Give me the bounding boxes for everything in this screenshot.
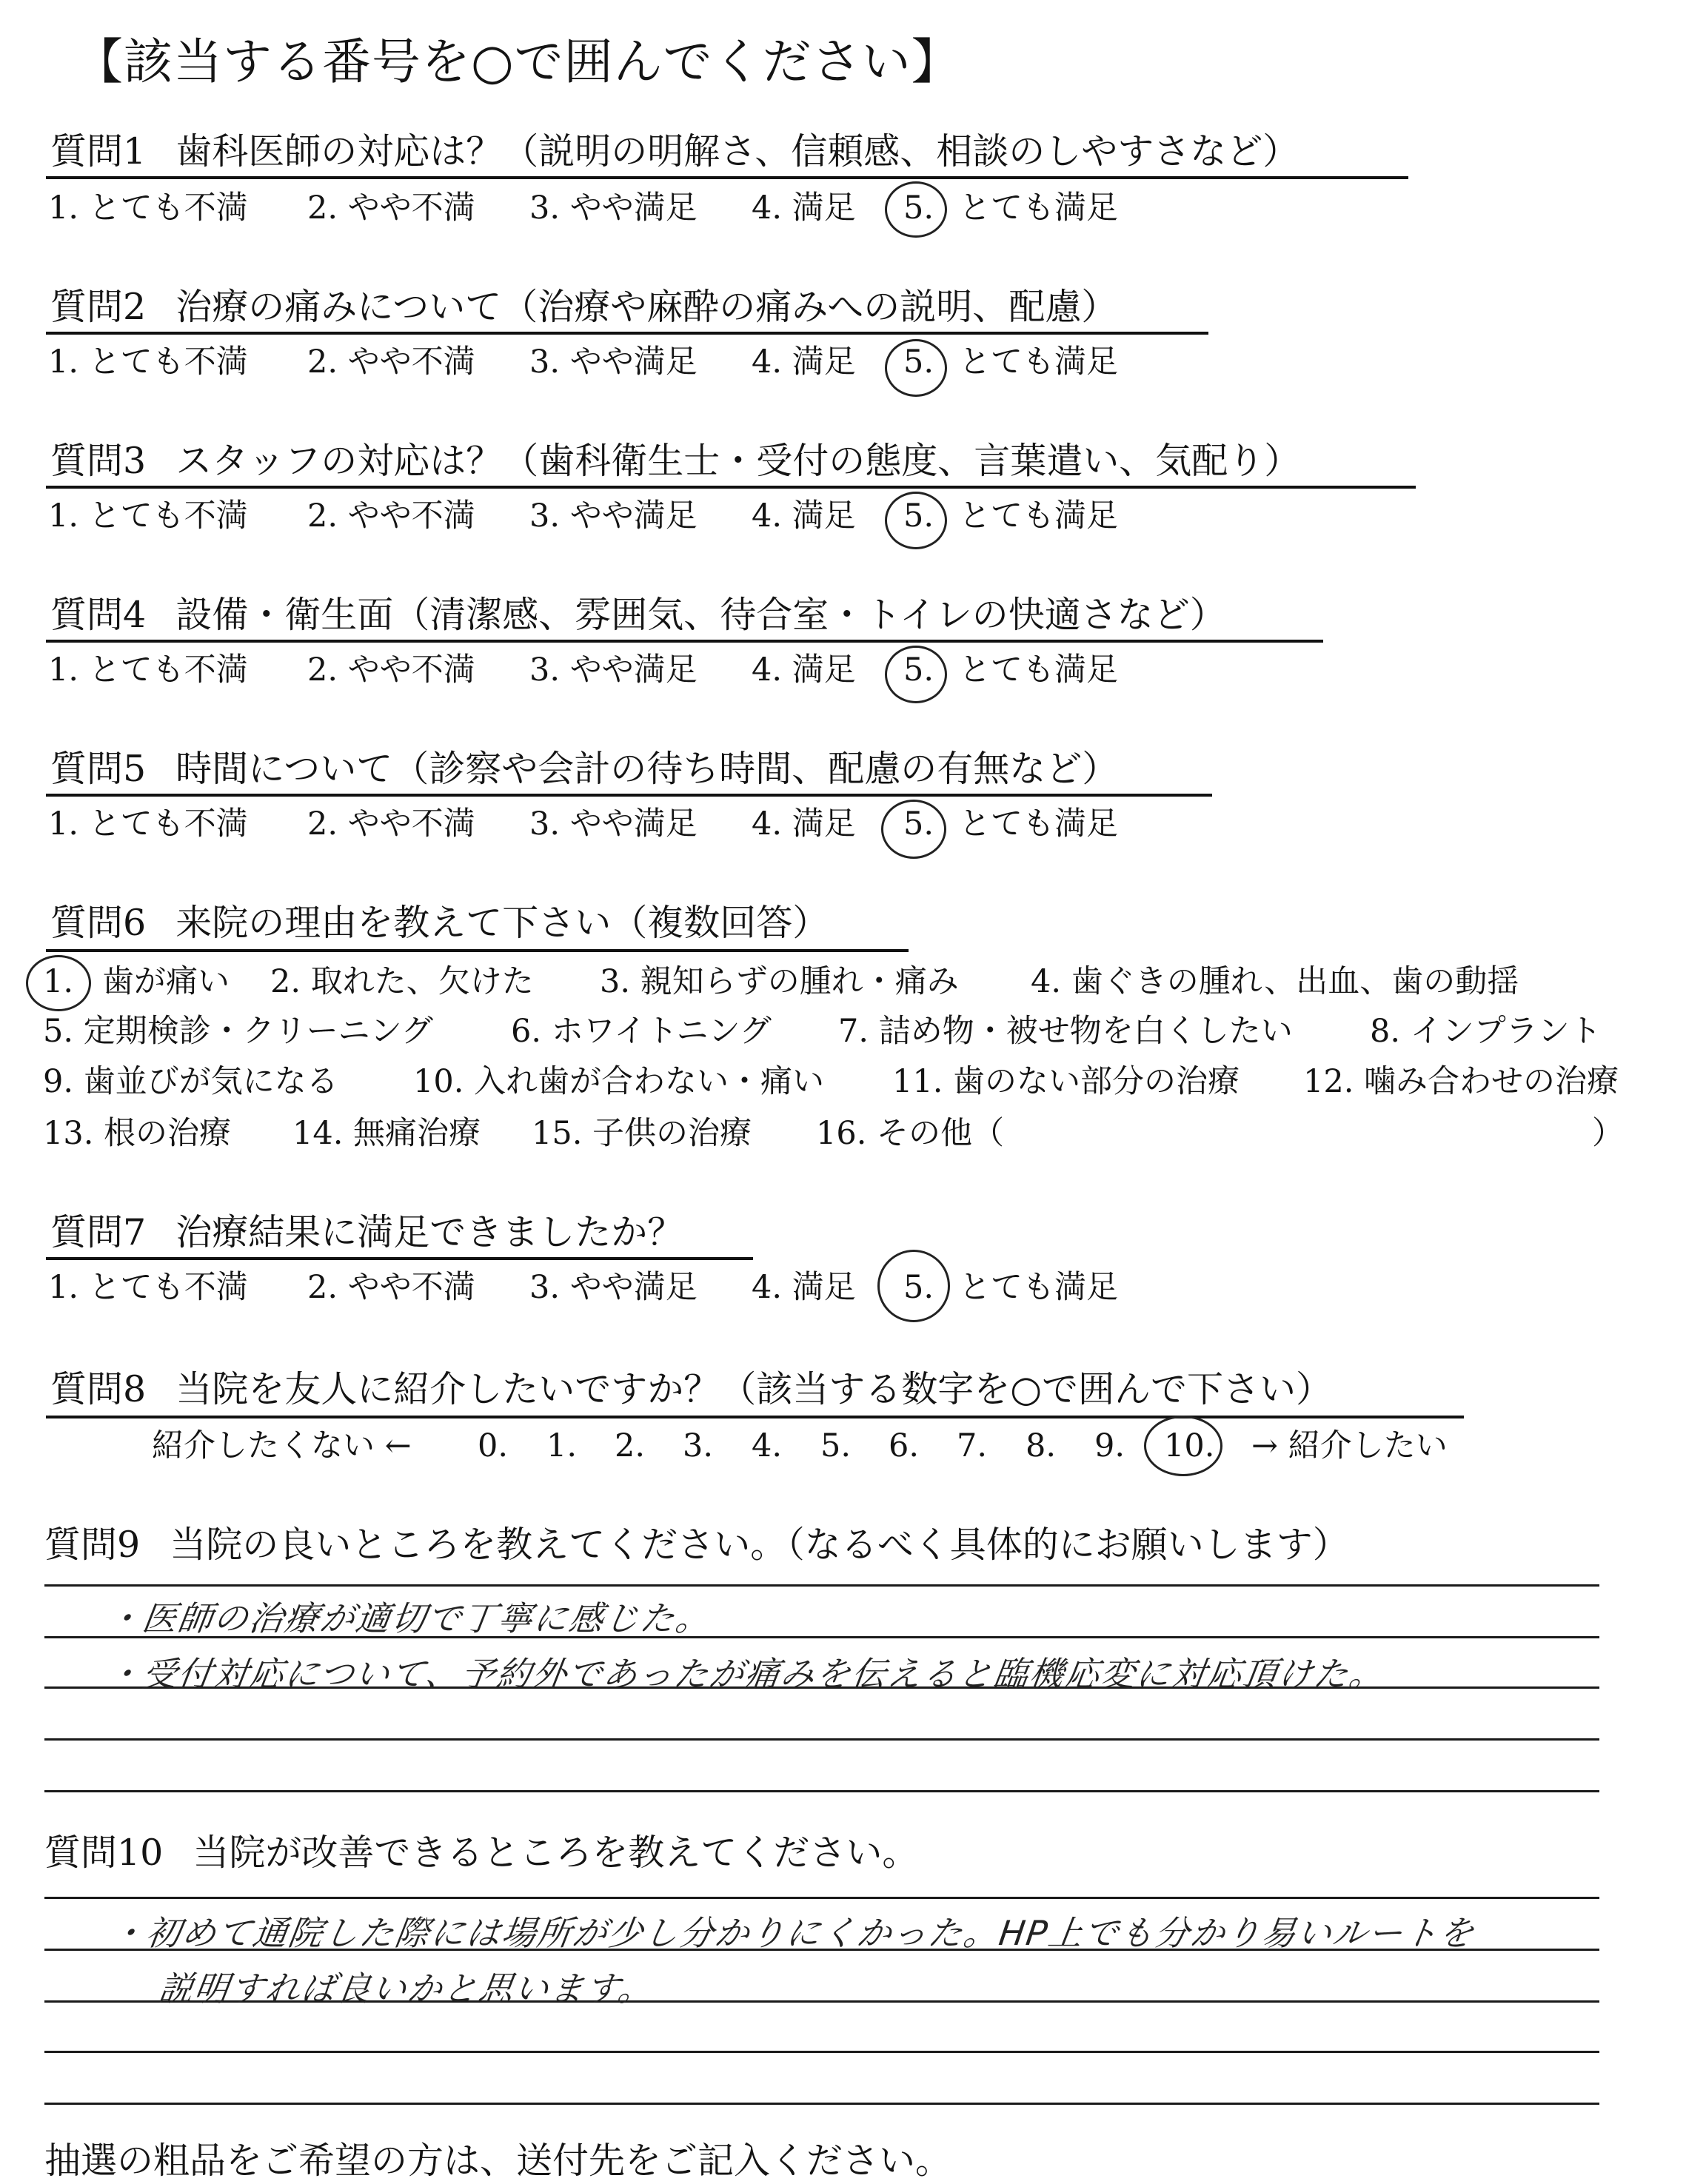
q1-label: 質問1 [50,130,147,172]
q2-label: 質問2 [50,286,147,328]
q6-opt-7[interactable]: 7. 詰め物・被せ物を白くしたい [838,1013,1293,1050]
q6-text: 来院の理由を教えて下さい（複数回答） [175,902,829,944]
q3-opt-5[interactable]: 5. [903,498,934,535]
q10-answer-2[interactable]: 説明すれば良いかと思います。 [155,1969,657,2009]
q6-opt-4[interactable]: 4. 歯ぐきの腫れ、出血、歯の動揺 [1031,963,1519,1000]
q6-opt-12[interactable]: 12. 噛み合わせの治療 [1303,1063,1619,1100]
q8-selection-circle [1144,1416,1222,1476]
q10-answer-line-1 [44,1897,1599,1899]
q8-label: 質問8 [50,1368,147,1410]
q6-opt-10[interactable]: 10. 入れ歯が合わない・痛い [413,1063,825,1100]
q3-options [0,500,1706,545]
q3-text: スタッフの対応は？（歯科衛生士・受付の態度、言葉遣い、気配り） [175,440,1301,482]
q5-label: 質問5 [50,748,147,790]
q10-answer-line-4 [44,2051,1599,2053]
q9-answer-line-1 [44,1584,1599,1587]
q3-heading [50,440,1301,482]
q2-opt-2[interactable]: 2. やや不満 [307,344,475,381]
q8-num-7[interactable]: 7. [957,1427,988,1464]
q1-opt-2[interactable]: 2. やや不満 [307,190,475,227]
q2-text: 治療の痛みについて（治療や麻酔の痛みへの説明、配慮） [175,286,1118,328]
q9-text: 当院の良いところを教えてください。（なるべく具体的にお願いします） [170,1524,1349,1566]
q8-num-10[interactable]: 10. [1164,1427,1215,1464]
q7-selection-circle [877,1250,950,1322]
q7-opt-2[interactable]: 2. やや不満 [307,1269,475,1306]
q3-label: 質問3 [50,440,147,482]
q6-opt-16[interactable]: 16. その他（ [816,1115,1005,1152]
q8-num-1[interactable]: 1. [546,1427,578,1464]
q2-opt-1[interactable]: 1. とても不満 [48,344,248,381]
q6-opt-13[interactable]: 13. 根の治療 [43,1115,232,1152]
q6-label: 質問6 [50,902,147,944]
q1-opt-5[interactable]: 5. [903,190,934,227]
q2-options [0,346,1706,391]
q4-opt-2[interactable]: 2. やや不満 [307,651,475,689]
q4-selection-circle [885,646,947,703]
q6-opt-1[interactable]: 1. [43,963,74,1000]
q7-underline [46,1257,753,1260]
q8-num-5[interactable]: 5. [820,1427,852,1464]
q3-opt-5-label: とても満足 [959,498,1118,535]
q9-answer-1[interactable]: ・医師の治療が適切で丁寧に感じた。 [104,1598,715,1638]
q6-opt-8[interactable]: 8. インプラント [1370,1013,1602,1050]
q5-opt-5-label: とても満足 [959,805,1118,843]
q9-label: 質問9 [44,1524,141,1566]
q6-heading [50,902,829,944]
q1-options [0,192,1706,237]
q8-scale [0,1427,1706,1475]
q3-underline [46,486,1416,489]
q2-opt-4[interactable]: 4. 満足 [752,344,856,381]
q2-selection-circle [885,339,947,397]
q8-left-label: 紹介したくない ← [152,1427,412,1464]
q1-opt-4[interactable]: 4. 満足 [752,190,856,227]
q4-opt-5-label: とても満足 [959,651,1118,689]
q3-opt-3[interactable]: 3. やや満足 [529,498,698,535]
q9-answer-2[interactable]: ・受付対応について、予約外であったが痛みを伝えると臨機応変に対応頂けた。 [104,1654,1388,1694]
q9-answer-line-4 [44,1738,1599,1741]
q5-opt-5[interactable]: 5. [903,805,934,843]
q10-label: 質問10 [44,1832,164,1874]
q6-opt-9[interactable]: 9. 歯並びが気になる [43,1063,338,1100]
q9-answer-line-5 [44,1790,1599,1792]
q7-label: 質問7 [50,1211,147,1253]
q7-heading [50,1211,684,1253]
q6-selection-circle [26,955,91,1011]
q6-opt-16-close: ） [1592,1115,1624,1152]
q8-heading [50,1368,1332,1410]
q6-options-row-3 [0,1063,1706,1111]
q8-num-6[interactable]: 6. [889,1427,920,1464]
q6-opt-15[interactable]: 15. 子供の治療 [532,1115,752,1152]
q2-opt-5[interactable]: 5. [903,344,934,381]
q1-text: 歯科医師の対応は？（説明の明解さ、信頼感、相談のしやすさなど） [175,130,1299,172]
q5-opt-1[interactable]: 1. とても不満 [48,805,248,843]
q8-num-0[interactable]: 0. [478,1427,509,1464]
q4-options [0,651,1706,699]
q6-opt-3[interactable]: 3. 親知らずの腫れ・痛み [600,963,959,1000]
q2-heading [50,286,1118,328]
q8-text: 当院を友人に紹介したいですか？（該当する数字を○で囲んで下さい） [175,1368,1332,1410]
q1-underline [46,176,1408,179]
q4-opt-1[interactable]: 1. とても不満 [48,651,248,689]
q5-options [0,805,1706,853]
q7-options [0,1269,1706,1316]
q8-num-8[interactable]: 8. [1026,1427,1057,1464]
q4-heading [50,594,1226,636]
q3-opt-1[interactable]: 1. とても不満 [48,498,248,535]
q3-opt-2[interactable]: 2. やや不満 [307,498,475,535]
q8-num-2[interactable]: 2. [615,1427,646,1464]
q6-opt-14[interactable]: 14. 無痛治療 [292,1115,481,1152]
q1-opt-3[interactable]: 3. やや満足 [529,190,698,227]
q5-underline [46,794,1212,797]
q8-right-label: → 紹介したい [1251,1427,1448,1464]
q2-underline [46,332,1208,335]
q7-opt-5[interactable]: 5. [903,1269,934,1306]
q9-heading [44,1524,1349,1566]
q7-opt-4[interactable]: 4. 満足 [752,1269,856,1306]
q3-opt-4[interactable]: 4. 満足 [752,498,856,535]
q4-label: 質問4 [50,594,147,636]
q6-opt-11[interactable]: 11. 歯のない部分の治療 [892,1063,1240,1100]
q5-opt-4[interactable]: 4. 満足 [752,805,856,843]
q6-opt-6[interactable]: 6. ホワイトニング [511,1013,772,1050]
q7-opt-3[interactable]: 3. やや満足 [529,1269,698,1306]
q8-num-4[interactable]: 4. [752,1427,783,1464]
q10-answer-line-5 [44,2103,1599,2105]
q10-text: 当院が改善できるところを教えてください。 [193,1832,919,1874]
q7-opt-1[interactable]: 1. とても不満 [48,1269,248,1306]
q6-opt-1-label: 歯が痛い [102,963,230,1000]
q2-opt-5-label: とても満足 [959,344,1118,381]
q6-underline [46,949,909,952]
q4-underline [46,640,1323,643]
q5-heading [50,748,1119,790]
q5-selection-circle [881,800,946,859]
q8-num-9[interactable]: 9. [1094,1427,1125,1464]
q7-text: 治療結果に満足できましたか？ [175,1211,684,1253]
q6-opt-5[interactable]: 5. 定期検診・クリーニング [43,1013,433,1050]
q8-num-3[interactable]: 3. [683,1427,714,1464]
q5-opt-3[interactable]: 3. やや満足 [529,805,698,843]
q7-opt-5-label: とても満足 [959,1269,1118,1306]
q6-options-row-2 [0,1013,1706,1060]
q5-text: 時間について（診察や会計の待ち時間、配慮の有無など） [175,748,1119,790]
q4-text: 設備・衛生面（清潔感、雰囲気、待合室・トイレの快適さなど） [175,594,1226,636]
q4-opt-3[interactable]: 3. やや満足 [529,651,698,689]
q3-selection-circle [885,492,947,549]
q1-opt-5-label: とても満足 [959,190,1118,227]
q5-opt-2[interactable]: 2. やや不満 [307,805,475,843]
q10-answer-1[interactable]: ・初めて通院した際には場所が少し分かりにくかった。HP上でも分かり易いルートを [107,1913,1478,1953]
q4-opt-4[interactable]: 4. 満足 [752,651,856,689]
q4-opt-5[interactable]: 5. [903,651,934,689]
q6-options-row-1 [0,963,1706,1011]
q2-opt-3[interactable]: 3. やや満足 [529,344,698,381]
q10-heading [44,1832,919,1874]
q6-opt-2[interactable]: 2. 取れた、欠けた [270,963,534,1000]
q6-options-row-4 [0,1115,1706,1162]
q1-opt-1[interactable]: 1. とても不満 [48,190,248,227]
q1-heading [50,130,1299,172]
q8-underline [46,1416,1464,1418]
q1-selection-circle [885,181,947,238]
page-title: 【該当する番号を○で囲んでください】 [74,33,961,90]
footer-cut-text: 抽選の粗品をご希望の方は、送付先をご記入ください。 [44,2140,952,2182]
